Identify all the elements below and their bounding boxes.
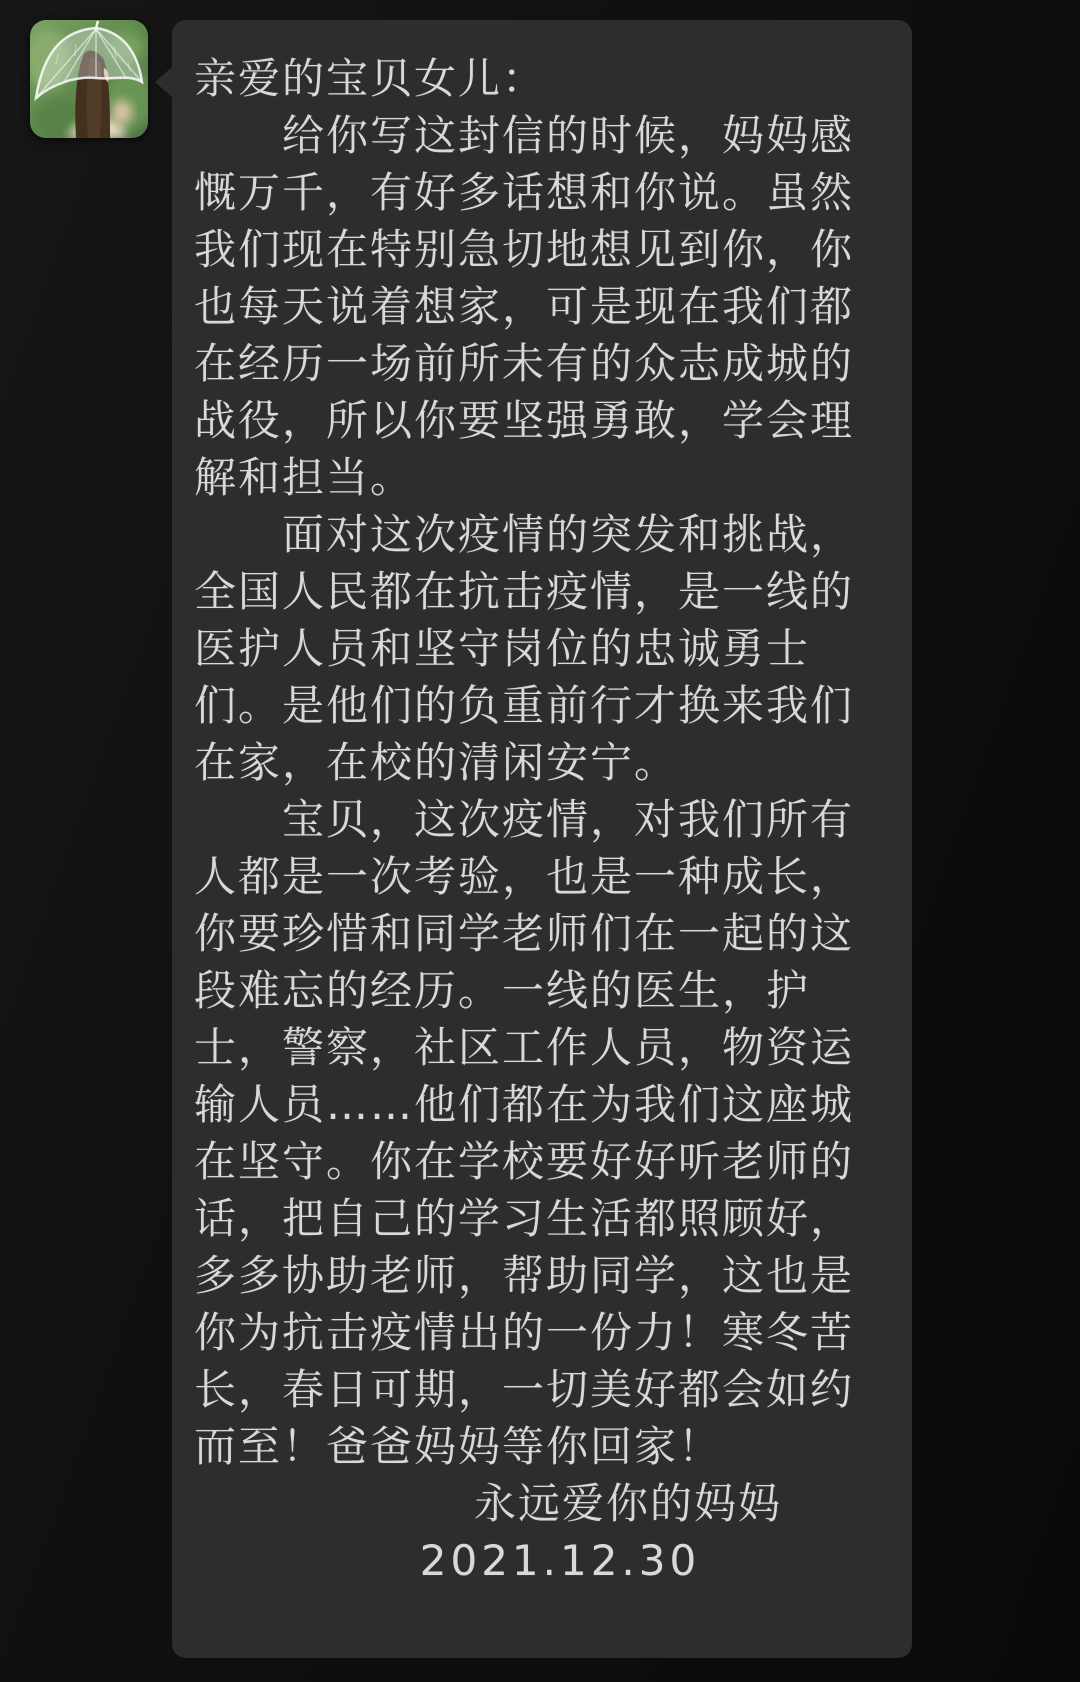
- letter-line: 在坚守。你在学校要好好听老师的: [194, 1137, 855, 1186]
- letter-line: 医护人员和坚守岗位的忠诚勇士: [194, 624, 811, 673]
- letter-line: 慨万千，有好多话想和你说。虽然: [194, 168, 855, 217]
- letter-line: 在家，在校的清闲安宁。: [194, 738, 679, 787]
- letter-line: 而至！爸爸妈妈等你回家！: [194, 1422, 723, 1471]
- umbrella-girl-avatar-image: [30, 20, 148, 138]
- letter-line: 长，春日可期，一切美好都会如约: [194, 1365, 855, 1414]
- letter-line: 宝贝，这次疫情，对我们所有: [282, 795, 855, 844]
- letter-line: 给你写这封信的时候，妈妈感: [282, 111, 855, 160]
- bubble-tail: [155, 66, 173, 98]
- letter-line: 亲爱的宝贝女儿：: [194, 54, 547, 103]
- letter-line: 全国人民都在抗击疫情，是一线的: [194, 567, 855, 616]
- letter-lines: [194, 50, 886, 1585]
- letter-line: 也每天说着想家，可是现在我们都: [194, 282, 855, 331]
- letter-line: 2021.12.30: [419, 1536, 701, 1585]
- message-bubble[interactable]: [172, 20, 912, 1658]
- letter-line: 们。是他们的负重前行才换来我们: [194, 681, 855, 730]
- avatar[interactable]: [30, 20, 148, 138]
- letter-line: 面对这次疫情的突发和挑战，: [282, 510, 855, 559]
- letter-line: 我们现在特别急切地想见到你，你: [194, 225, 855, 274]
- letter-line: 战役，所以你要坚强勇敢，学会理: [194, 396, 855, 445]
- letter-line: 士，警察，社区工作人员，物资运: [194, 1023, 855, 1072]
- letter-line: 你要珍惜和同学老师们在一起的这: [194, 909, 855, 958]
- letter-line: 人都是一次考验，也是一种成长，: [194, 852, 855, 901]
- letter-line: 你为抗击疫情出的一份力！寒冬苦: [194, 1308, 855, 1357]
- letter-line: 永远爱你的妈妈: [473, 1479, 782, 1528]
- letter-line: 多多协助老师，帮助同学，这也是: [194, 1251, 855, 1300]
- letter-line: 输人员……他们都在为我们这座城: [194, 1080, 855, 1129]
- letter-line: 段难忘的经历。一线的医生，护: [194, 966, 811, 1015]
- letter-line: 话，把自己的学习生活都照顾好，: [194, 1194, 855, 1243]
- letter-line: 在经历一场前所未有的众志成城的: [194, 339, 855, 388]
- letter-line: 解和担当。: [194, 453, 415, 502]
